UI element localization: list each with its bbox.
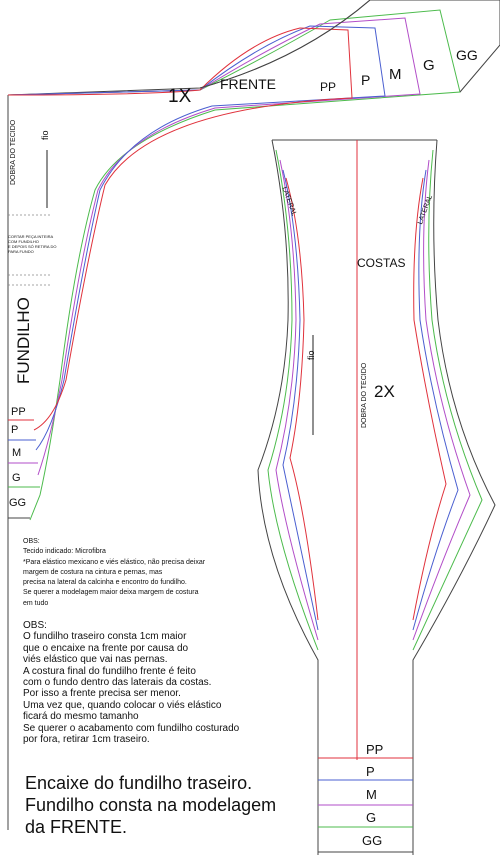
back-size-pp: PP bbox=[366, 742, 384, 757]
cut-note-line: CORTAR PEÇA INTEIRA bbox=[8, 234, 54, 239]
obs2-line: A costura final do fundilho frente é feito bbox=[23, 665, 196, 677]
caption-line: Encaixe do fundilho traseiro. bbox=[25, 773, 253, 793]
front-size-pp: PP bbox=[320, 80, 337, 94]
front-size-p: P bbox=[361, 72, 371, 88]
front-size-g: G bbox=[423, 57, 435, 74]
back-lateral-right: LATERAL bbox=[417, 194, 435, 226]
gusset-size-gg: GG bbox=[9, 497, 27, 509]
gusset-size-g: G bbox=[12, 472, 21, 484]
obs1-line: precisa na lateral da calcinha e encontro do fundilho. bbox=[23, 579, 187, 587]
back-grain-label: fio bbox=[306, 350, 316, 360]
obs2-line: ficará do mesmo tamanho bbox=[23, 711, 139, 723]
obs2-line: Uma vez que, quando colocar o viés elástico bbox=[23, 699, 222, 711]
obs2-line: Por isso a frente precisa ser menor. bbox=[23, 688, 181, 700]
back-count: 2X bbox=[374, 382, 395, 401]
obs2-line: Se querer o acabamento com fundilho costurado bbox=[23, 722, 240, 734]
gusset-size-m: M bbox=[12, 447, 22, 459]
front-cut-note bbox=[8, 234, 56, 254]
caption-block bbox=[25, 772, 276, 838]
cut-note-line: COM FUNDILHO bbox=[8, 239, 39, 244]
front-fold-label: DOBRA DO TECIDO bbox=[10, 119, 17, 185]
obs2-line: com o fundo dentro das laterais da costas. bbox=[23, 677, 212, 689]
obs1-line: Tecido indicado: Microfibra bbox=[23, 548, 106, 556]
gusset-size-pp: PP bbox=[11, 406, 26, 418]
cut-note-line: E DEPOIS SÓ RETIRA DO bbox=[8, 244, 57, 249]
obs2-block bbox=[23, 620, 239, 745]
gusset-title: FUNDILHO bbox=[14, 297, 33, 384]
obs1-line: margem de costura na cintura e pernas, mas bbox=[23, 568, 163, 576]
front-size-gg: GG bbox=[456, 47, 478, 63]
front-grain-label: fio bbox=[40, 130, 50, 140]
back-size-gg: GG bbox=[362, 833, 383, 848]
obs1-line: Se querer a modelagem maior deixa margem de costura bbox=[23, 589, 199, 597]
obs1-block bbox=[23, 537, 205, 609]
back-lateral-left: LATERAL bbox=[280, 186, 298, 218]
obs2-line: viés elástico que vai nas pernas. bbox=[23, 654, 168, 666]
back-fold-label: DOBRA DO TECIDO bbox=[361, 362, 368, 428]
gusset-size-p: P bbox=[11, 424, 19, 436]
front-size-m: M bbox=[389, 66, 402, 83]
obs2-line: por fora, retirar 1cm traseiro. bbox=[23, 734, 150, 746]
caption-line: Fundilho consta na modelagem bbox=[25, 795, 277, 815]
back-outline-p bbox=[283, 170, 458, 630]
obs2-line: O fundilho traseiro consta 1cm maior bbox=[23, 631, 187, 643]
caption-line: da FRENTE. bbox=[25, 817, 128, 837]
obs1-line: *Para elástico mexicano e viés elástico, não precisa deixar bbox=[23, 558, 206, 566]
front-count: 1X bbox=[168, 86, 192, 107]
obs2-title: OBS: bbox=[23, 620, 47, 631]
back-size-m: M bbox=[366, 787, 377, 802]
obs2-line: que o encaixe na frente por causa do bbox=[23, 642, 189, 654]
back-size-p: P bbox=[366, 764, 375, 779]
back-title: COSTAS bbox=[357, 256, 406, 270]
obs1-title: OBS: bbox=[23, 538, 40, 545]
obs1-line: em tudo bbox=[23, 599, 49, 607]
front-outline-m bbox=[8, 18, 420, 475]
back-size-g: G bbox=[366, 810, 377, 825]
cut-note-line: PARA FUNDO bbox=[8, 249, 34, 254]
front-title: FRENTE bbox=[220, 76, 276, 92]
